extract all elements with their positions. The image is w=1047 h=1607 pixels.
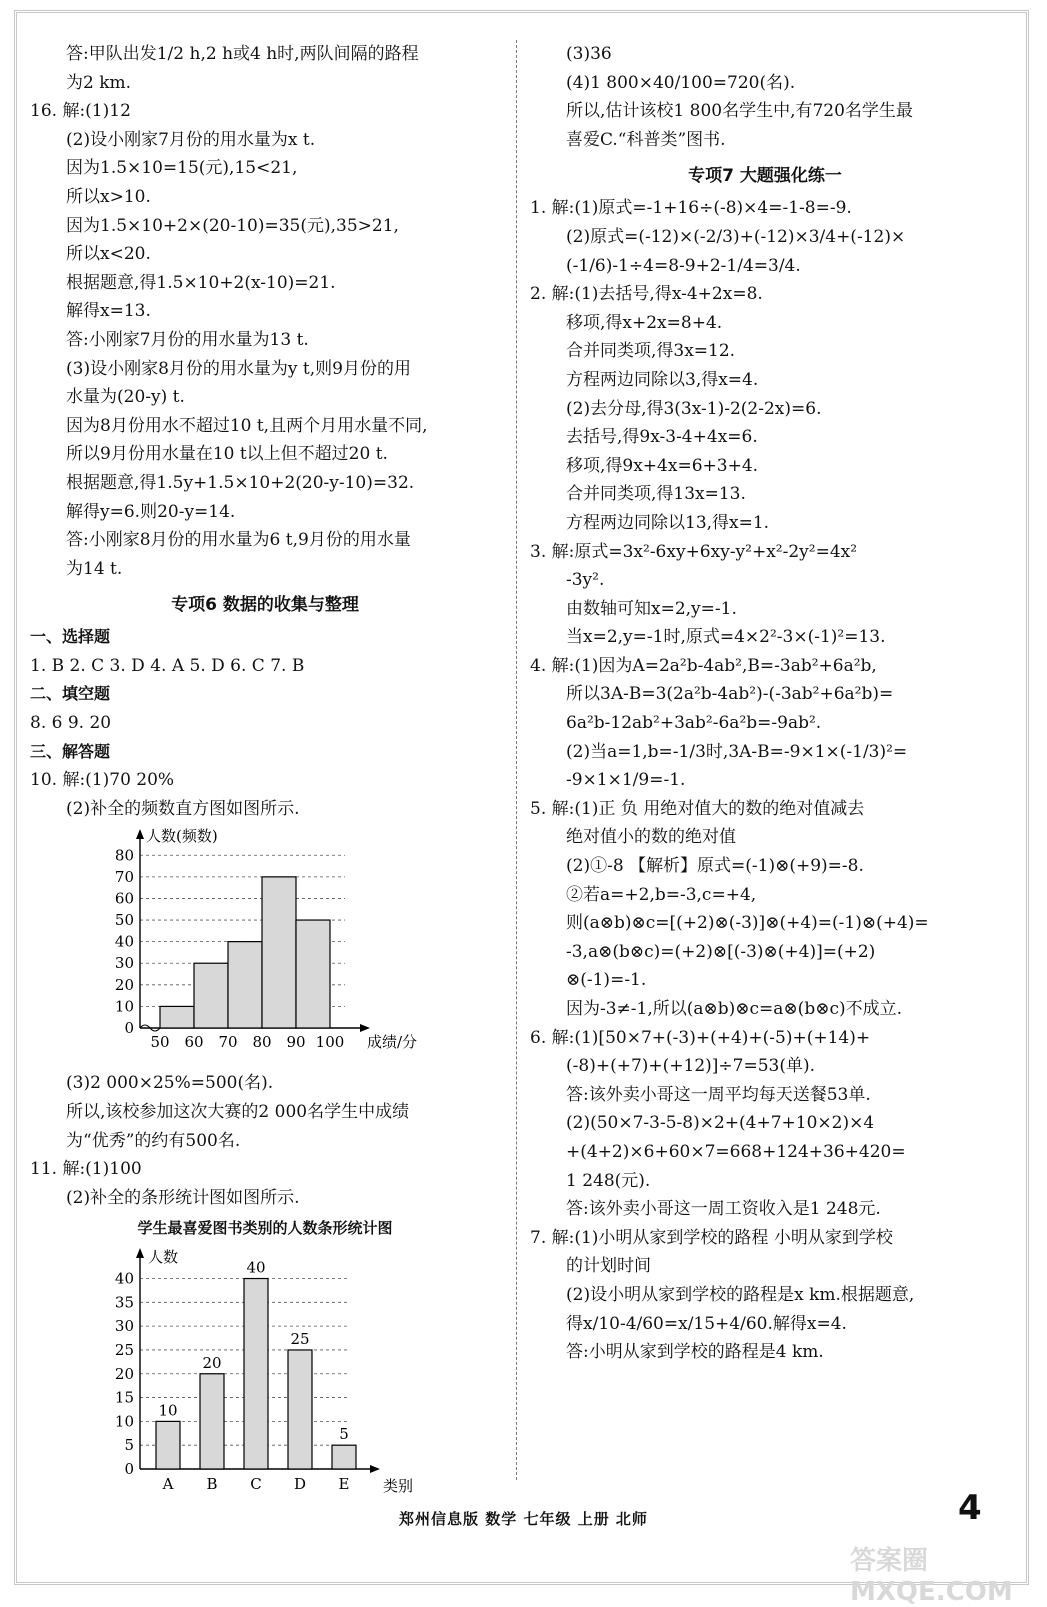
text-line: (2)补全的频数直方图如图所示. — [66, 798, 300, 819]
data-label: 5 — [339, 1425, 349, 1444]
y-tick-label: 50 — [114, 911, 134, 930]
histogram-bar — [228, 942, 262, 1028]
text-line: 所以x>10. — [66, 186, 151, 207]
histogram-chart — [30, 823, 418, 1069]
text-line: ⊗(-1)=-1. — [566, 970, 647, 991]
y-tick-label: 30 — [114, 1317, 134, 1336]
y-tick-label: 15 — [114, 1388, 134, 1407]
text-line: (3)2 000×25%=500(名). — [66, 1073, 274, 1094]
y-tick-label: 5 — [124, 1436, 134, 1455]
text-line: 8. 6 9. 20 — [30, 713, 112, 734]
data-label: 25 — [290, 1330, 310, 1349]
text-line: 因为-3≠-1,所以(a⊗b)⊗c=a⊗(b⊗c)不成立. — [566, 999, 902, 1019]
right-text-block-1 — [530, 40, 1000, 154]
x-axis-arrow — [360, 1024, 370, 1032]
text-line: -3y². — [566, 570, 605, 591]
text-line: 答:该外卖小哥这一周平均每天送餐53单. — [566, 1084, 871, 1105]
text-line: 10. 解:(1)70 20% — [30, 770, 175, 791]
text-line: 的计划时间 — [566, 1256, 651, 1277]
text-line: 答:小明从家到学校的路程是4 km. — [566, 1342, 824, 1363]
text-line: -3,a⊗(b⊗c)=(+2)⊗[(-3)⊗(+4)]=(+2) — [566, 941, 876, 962]
text-line: 所以3A-B=3(2a²b-4ab²)-(-3ab²+6a²b)= — [566, 684, 894, 705]
right-text-block-2 — [530, 194, 1000, 1366]
text-line: 7. 解:(1)小明从家到学校的路程 小明从家到学校 — [530, 1227, 893, 1248]
bar — [200, 1374, 224, 1469]
text-line: 4. 解:(1)因为A=2a²b-4ab²,B=-3ab²+6a²b, — [530, 655, 877, 676]
data-label: 20 — [202, 1354, 222, 1373]
y-tick-label: 25 — [114, 1341, 134, 1360]
histogram-bar — [160, 1007, 194, 1029]
text-line: (2)(50×7-3-5-8)×2+(4+7+10×2)×4 — [566, 1113, 875, 1134]
column-divider — [516, 40, 517, 1480]
text-line: 得x/10-4/60=x/15+4/60.解得x=4. — [566, 1313, 847, 1334]
data-label: 40 — [246, 1258, 266, 1277]
x-tick-label: 100 — [315, 1033, 345, 1052]
y-axis-label: 人数(频数) — [146, 827, 218, 846]
left-text-block — [30, 40, 500, 583]
data-label: 10 — [158, 1401, 178, 1420]
histogram-bar — [296, 920, 330, 1028]
y-tick-label: 35 — [114, 1293, 134, 1312]
text-line: 答:该外卖小哥这一周工资收入是1 248元. — [566, 1199, 881, 1220]
text-line: 根据题意,得1.5y+1.5×10+2(20-y-10)=32. — [66, 472, 415, 493]
y-tick-label: 20 — [114, 1365, 134, 1384]
x-tick-label: C — [250, 1475, 262, 1494]
bar — [156, 1422, 180, 1470]
x-tick-label: 60 — [184, 1033, 204, 1052]
text-line: 11. 解:(1)100 — [30, 1159, 142, 1180]
text-line: 合并同类项,得13x=13. — [566, 484, 746, 505]
text-line: 当x=2,y=-1时,原式=4×2²-3×(-1)²=13. — [566, 627, 886, 648]
y-tick-label: 60 — [114, 889, 134, 908]
text-line: 方程两边同除以13,得x=1. — [566, 512, 770, 533]
text-line: 所以,该校参加这次大赛的2 000名学生中成绩 — [66, 1102, 410, 1123]
y-tick-label: 10 — [114, 997, 134, 1016]
text-line: 根据题意,得1.5×10+2(x-10)=21. — [66, 272, 336, 293]
y-axis-arrow — [136, 829, 144, 839]
text-line: 移项,得x+2x=8+4. — [566, 312, 723, 333]
x-tick-label: 80 — [252, 1033, 272, 1052]
watermark: 答案圈 MXQE.COM — [850, 1546, 1013, 1607]
y-tick-label: 70 — [114, 868, 134, 887]
text-line: (3)设小刚家8月份的用水量为y t,则9月份的用 — [66, 358, 411, 379]
text-line: (2)补全的条形统计图如图所示. — [66, 1187, 300, 1208]
bar — [288, 1350, 312, 1469]
bar — [244, 1279, 268, 1469]
text-line: (4)1 800×40/100=720(名). — [566, 72, 796, 93]
x-tick-label: 90 — [286, 1033, 306, 1052]
text-line: 为2 km. — [66, 72, 132, 93]
text-line: 所以9月份用水量在10 t以上但不超过20 t. — [66, 444, 388, 465]
text-line: ②若a=+2,b=-3,c=+4, — [566, 884, 757, 905]
left-column — [30, 40, 500, 1502]
text-line: 去括号,得9x-3-4+4x=6. — [566, 427, 758, 448]
text-line: 1 248(元). — [566, 1170, 651, 1191]
section-7-title: 专项7 大题强化练一 — [688, 166, 842, 187]
text-line: (2)原式=(-12)×(-2/3)+(-12)×3/4+(-12)× — [566, 226, 906, 247]
right-column — [530, 40, 1000, 1367]
text-line: 移项,得9x+4x=6+3+4. — [566, 455, 759, 476]
x-tick-label: E — [338, 1475, 350, 1494]
text-line: (-1/6)-1÷4=8-9+2-1/4=3/4. — [566, 255, 801, 276]
text-line: 喜爱C.“科普类”图书. — [566, 129, 726, 150]
y-tick-label: 0 — [124, 1460, 134, 1479]
y-tick-label: 0 — [124, 1019, 134, 1038]
text-line: 所以,估计该校1 800名学生中,有720名学生最 — [566, 101, 913, 122]
text-line: 因为1.5×10=15(元),15<21, — [66, 158, 298, 179]
text-line: (-8)+(+7)+(+12)]÷7=53(单). — [566, 1056, 816, 1077]
histogram-bar — [262, 877, 296, 1028]
text-line: 1. 解:(1)原式=-1+16÷(-8)×4=-1-8=-9. — [530, 198, 852, 219]
text-line: 因为8月份用水不超过10 t,且两个月用水量不同, — [66, 415, 428, 436]
section-6-title: 专项6 数据的收集与整理 — [171, 595, 359, 616]
text-line: 答:甲队出发1/2 h,2 h或4 h时,两队间隔的路程 — [66, 44, 419, 64]
text-line: 2. 解:(1)去括号,得x-4+2x=8. — [530, 284, 763, 305]
histogram-bar — [194, 964, 228, 1029]
text-line: 为“优秀”的约有500名. — [66, 1130, 241, 1151]
text-line: +(4+2)×6+60×7=668+124+36+420= — [566, 1141, 906, 1162]
text-line: 所以x<20. — [66, 244, 151, 265]
text-line: 6. 解:(1)[50×7+(-3)+(+4)+(-5)+(+14)+ — [530, 1027, 871, 1048]
text-line: 为14 t. — [66, 558, 123, 579]
text-line: -9×1×1/9=-1. — [566, 770, 686, 791]
y-tick-label: 10 — [114, 1412, 134, 1431]
text-line: 答:小刚家8月份的用水量为6 t,9月份的用水量 — [66, 530, 411, 551]
text-line: 6a²b-12ab²+3ab²-6a²b=-9ab². — [566, 713, 822, 734]
x-axis-label: 成绩/分 — [366, 1033, 418, 1052]
text-line: 一、选择题 — [30, 627, 111, 647]
y-tick-label: 30 — [114, 954, 134, 973]
x-tick-label: D — [293, 1475, 307, 1494]
text-line: 答:小刚家7月份的用水量为13 t. — [66, 329, 309, 350]
text-line: 解得x=13. — [66, 301, 151, 322]
text-line: 绝对值小的数的绝对值 — [566, 827, 736, 848]
y-axis-label: 人数 — [148, 1248, 179, 1267]
text-line: 水量为(20-y) t. — [66, 387, 185, 408]
text-line: 5. 解:(1)正 负 用绝对值大的数的绝对值减去 — [530, 798, 865, 819]
y-tick-label: 40 — [114, 1269, 134, 1288]
section-6-text-2 — [30, 1069, 500, 1212]
text-line: (2)当a=1,b=-1/3时,3A-B=-9×1×(-1/3)²= — [566, 741, 908, 762]
text-line: (2)设小明从家到学校的路程是x km.根据题意, — [566, 1284, 915, 1305]
text-line: 1. B 2. C 3. D 4. A 5. D 6. C 7. B — [30, 655, 305, 676]
x-tick-label: 70 — [218, 1033, 238, 1052]
text-line: 二、填空题 — [30, 684, 111, 704]
page-number: 4 — [958, 1488, 982, 1528]
text-line: (2)①-8 【解析】原式=(-1)⊗(+9)=-8. — [566, 856, 864, 877]
y-axis-arrow — [136, 1248, 144, 1258]
text-line: 因为1.5×10+2×(20-10)=35(元),35>21, — [66, 215, 399, 236]
footer: 郑州信息版 数学 七年级 上册 北师 — [399, 1510, 648, 1528]
x-axis-label: 类别 — [382, 1477, 414, 1496]
text-line: (2)去分母,得3(3x-1)-2(2-2x)=6. — [566, 398, 822, 419]
x-tick-label: A — [162, 1475, 174, 1494]
bar — [332, 1446, 356, 1470]
y-tick-label: 40 — [114, 933, 134, 952]
text-line: 3. 解:原式=3x²-6xy+6xy-y²+x²-2y²=4x² — [530, 541, 858, 562]
y-tick-label: 20 — [114, 976, 134, 995]
text-line: 合并同类项,得3x=12. — [566, 341, 736, 362]
text-line: 解得y=6.则20-y=14. — [66, 501, 236, 522]
x-axis-arrow — [370, 1465, 380, 1473]
text-line: (3)36 — [566, 44, 612, 64]
x-tick-label: 50 — [150, 1033, 170, 1052]
text-line: 方程两边同除以3,得x=4. — [566, 369, 759, 390]
bar-chart — [30, 1244, 414, 1502]
bar-chart-title: 学生最喜爱图书类别的人数条形统计图 — [137, 1219, 393, 1238]
text-line: 由数轴可知x=2,y=-1. — [566, 598, 737, 619]
text-line: 则(a⊗b)⊗c=[(+2)⊗(-3)]⊗(+4)=(-1)⊗(+4)= — [566, 913, 929, 934]
x-tick-label: B — [206, 1475, 218, 1494]
section-6-text-1 — [30, 623, 500, 823]
text-line: 三、解答题 — [30, 741, 111, 761]
text-line: 16. 解:(1)12 — [30, 101, 131, 122]
text-line: (2)设小刚家7月份的用水量为x t. — [66, 129, 316, 150]
y-tick-label: 80 — [114, 846, 134, 865]
